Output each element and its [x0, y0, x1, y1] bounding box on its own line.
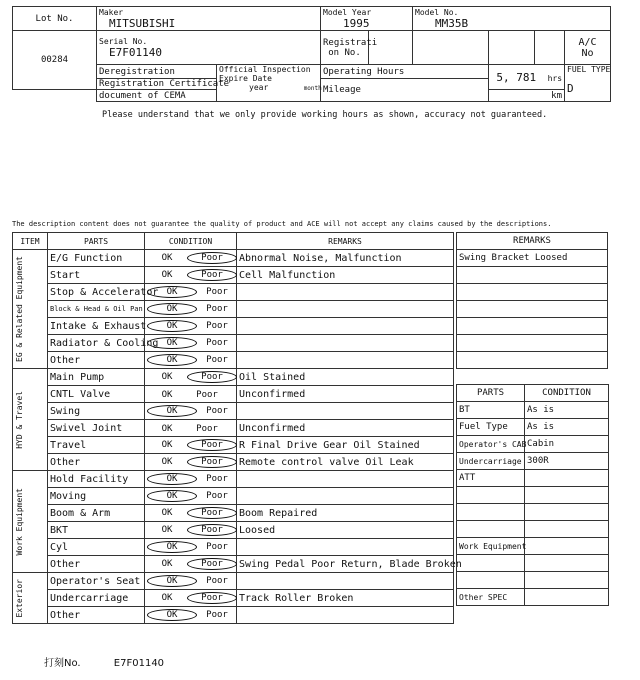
remark-cell [237, 607, 454, 624]
hours-value-cell: 5, 781 hrs [489, 65, 565, 90]
ok-mark: OK [161, 593, 173, 603]
condition-cell [145, 539, 237, 556]
parts-right-col-parts: PARTS [457, 385, 525, 402]
condition-cell [145, 318, 237, 335]
ok-mark: OK [147, 354, 197, 366]
condition-cell [145, 590, 237, 607]
parts-right-col-condition: CONDITION [525, 385, 609, 402]
remark-cell [237, 284, 454, 301]
parts-right-row [457, 504, 609, 521]
parts-right-part [457, 555, 525, 572]
remark-cell: Swing Pedal Poor Return, Blade Broken [237, 556, 454, 573]
inspection-cell: Official Inspection Expire Date year month [217, 65, 321, 102]
disclaimer: The description content does not guarantee the quality of product and ACE will not accept any claims caused by the descriptions. [12, 220, 552, 228]
parts-right-cond: As is [525, 419, 609, 436]
lot-spacer [13, 90, 97, 102]
poor-mark: Poor [196, 389, 218, 400]
reg-box-1 [369, 31, 413, 65]
part-name: Travel [48, 437, 145, 454]
km-cell: km [489, 90, 565, 102]
remark-cell: R Final Drive Gear Oil Stained [237, 437, 454, 454]
parts-right-row [457, 572, 609, 589]
part-name: Other [48, 454, 145, 471]
group-label [13, 471, 48, 573]
parts-right-cond [525, 487, 609, 504]
ok-mark: OK [161, 253, 173, 263]
poor-mark: Poor [187, 371, 237, 383]
remarks-right-row [457, 301, 608, 318]
serial-cell: Serial No. E7F01140 [97, 31, 321, 65]
ok-mark: OK [147, 473, 197, 485]
parts-right-cond [525, 572, 609, 589]
ok-mark: OK [161, 372, 173, 382]
part-name: Other [48, 352, 145, 369]
parts-right-row [457, 589, 609, 606]
parts-right-cond [525, 504, 609, 521]
condition-cell [145, 454, 237, 471]
parts-right-row [457, 436, 609, 453]
ok-mark: OK [161, 389, 173, 400]
condition-cell [145, 403, 237, 420]
table-row [13, 420, 454, 437]
registration-label: Registrati on No. [321, 31, 369, 65]
parts-right-row [457, 487, 609, 504]
ok-mark: OK [147, 609, 197, 621]
poor-mark: Poor [187, 252, 237, 264]
poor-mark: Poor [187, 507, 237, 519]
parts-right-cond: As is [525, 402, 609, 419]
parts-right-cond: 300R [525, 453, 609, 470]
parts-right-part: ATT [457, 470, 525, 487]
part-name: Other [48, 556, 145, 573]
condition-cell [145, 352, 237, 369]
poor-mark: Poor [206, 576, 228, 586]
table-row [13, 250, 454, 267]
remark-cell: Cell Malfunction [237, 267, 454, 284]
condition-cell [145, 369, 237, 386]
table-row [13, 573, 454, 590]
remark-cell: Track Roller Broken [237, 590, 454, 607]
parts-right-cond [525, 589, 609, 606]
condition-cell [145, 505, 237, 522]
parts-right-part [457, 504, 525, 521]
remark-cell: Loosed [237, 522, 454, 539]
table-row [13, 539, 454, 556]
part-name: CNTL Valve [48, 386, 145, 403]
col-item: ITEM [13, 233, 48, 250]
ok-mark: OK [161, 525, 173, 535]
group-label [13, 250, 48, 369]
table-row [13, 590, 454, 607]
table-row [13, 437, 454, 454]
dereg-label: Deregistration [97, 65, 217, 79]
remark-cell: Abnormal Noise, Malfunction [237, 250, 454, 267]
parts-right-part: BT [457, 402, 525, 419]
condition-cell [145, 250, 237, 267]
ok-mark: OK [161, 457, 173, 467]
poor-mark: Poor [206, 491, 228, 501]
footer-stamp [44, 654, 164, 669]
condition-cell [145, 420, 237, 437]
parts-right-part: Operator's CAB [457, 436, 525, 453]
col-condition: CONDITION [145, 233, 237, 250]
condition-cell [145, 573, 237, 590]
fuel-cell: FUEL TYPE D [565, 65, 611, 102]
poor-mark: Poor [206, 287, 228, 297]
condition-cell [145, 267, 237, 284]
parts-right-part: Fuel Type [457, 419, 525, 436]
parts-right-cond [525, 538, 609, 555]
poor-mark: Poor [206, 304, 228, 314]
remark-cell: Oil Stained [237, 369, 454, 386]
ok-mark: OK [161, 423, 173, 434]
part-name: Swivel Joint [48, 420, 145, 437]
remark-cell: Remote control valve Oil Leak [237, 454, 454, 471]
ac-cell: A/C No [565, 31, 611, 65]
poor-mark: Poor [187, 439, 237, 451]
table-row [13, 284, 454, 301]
remarks-right-block [456, 232, 608, 369]
remark-cell: Unconfirmed [237, 386, 454, 403]
poor-mark: Poor [206, 338, 228, 348]
part-name: Radiator & Cooling [48, 335, 145, 352]
part-name: Operator's Seat [48, 573, 145, 590]
parts-right-cond: Cabin [525, 436, 609, 453]
remark-cell [237, 539, 454, 556]
parts-right-block [456, 384, 609, 606]
model-no-cell: Model No. MM35B [413, 7, 611, 31]
poor-mark: Poor [187, 592, 237, 604]
ok-mark: OK [147, 490, 197, 502]
part-name: Stop & Accelerator [48, 284, 145, 301]
col-remarks: REMARKS [237, 233, 454, 250]
part-name: BKT [48, 522, 145, 539]
remark-cell [237, 403, 454, 420]
parts-right-part [457, 521, 525, 538]
ok-mark: OK [147, 337, 197, 349]
parts-right-row [457, 419, 609, 436]
table-row [13, 454, 454, 471]
condition-cell [145, 301, 237, 318]
table-row [13, 301, 454, 318]
footer-value: E7F01140 [113, 658, 165, 669]
condition-table [12, 232, 462, 624]
table-row [13, 556, 454, 573]
ok-mark: OK [161, 270, 173, 280]
table-row [13, 369, 454, 386]
part-name: Other [48, 607, 145, 624]
mileage-cell: Mileage [321, 79, 489, 102]
col-parts: PARTS [48, 233, 145, 250]
remark-cell [237, 488, 454, 505]
ok-mark: OK [147, 286, 197, 298]
condition-cell [145, 471, 237, 488]
group-label-text: HYD & Travel [15, 390, 24, 449]
ok-mark: OK [161, 508, 173, 518]
part-name: Swing [48, 403, 145, 420]
remarks-right-row [457, 318, 608, 335]
reg-box-4 [535, 31, 565, 65]
lot-label: Lot No. [13, 7, 97, 31]
parts-right-cond [525, 521, 609, 538]
ok-mark: OK [147, 303, 197, 315]
reg-cert-label: Registration Certificate [97, 79, 217, 90]
remark-cell: Unconfirmed [237, 420, 454, 437]
ok-mark: OK [147, 405, 197, 417]
condition-cell [145, 284, 237, 301]
poor-mark: Poor [206, 321, 228, 331]
poor-mark: Poor [206, 542, 228, 552]
poor-mark: Poor [206, 355, 228, 365]
ok-mark: OK [147, 541, 197, 553]
reg-box-3 [489, 31, 535, 65]
table-row [13, 471, 454, 488]
parts-right-row [457, 521, 609, 538]
table-row [13, 335, 454, 352]
condition-cell [145, 335, 237, 352]
cema-label: document of CEMA [97, 90, 217, 102]
footer-label: 打刻No. [44, 658, 81, 669]
remark-cell: Boom Repaired [237, 505, 454, 522]
table-row [13, 318, 454, 335]
parts-right-row [457, 470, 609, 487]
ok-mark: OK [147, 575, 197, 587]
parts-right-row [457, 453, 609, 470]
remark-cell [237, 335, 454, 352]
condition-cell [145, 556, 237, 573]
part-name: Hold Facility [48, 471, 145, 488]
table-row [13, 505, 454, 522]
ok-mark: OK [161, 559, 173, 569]
condition-cell [145, 488, 237, 505]
remarks-right-row [457, 352, 608, 369]
table-row [13, 488, 454, 505]
parts-right-row [457, 555, 609, 572]
header-block [12, 6, 611, 102]
table-row [13, 403, 454, 420]
table-row [13, 352, 454, 369]
condition-cell [145, 386, 237, 403]
maker-cell: Maker MITSUBISHI [97, 7, 321, 31]
parts-right-part [457, 487, 525, 504]
lot-value: 00284 [13, 31, 97, 90]
remark-cell [237, 573, 454, 590]
parts-right-part [457, 572, 525, 589]
part-name: Block & Head & Oil Pan [48, 301, 145, 318]
poor-mark: Poor [187, 524, 237, 536]
reg-box-2 [413, 31, 489, 65]
remarks-right-row [457, 335, 608, 352]
poor-mark: Poor [206, 610, 228, 620]
condition-cell [145, 522, 237, 539]
remark-cell [237, 471, 454, 488]
group-label [13, 573, 48, 624]
remark-cell [237, 301, 454, 318]
remarks-right-row [457, 284, 608, 301]
model-year-cell: Model Year 1995 [321, 7, 413, 31]
poor-mark: Poor [187, 269, 237, 281]
poor-mark: Poor [187, 456, 237, 468]
parts-right-part: Work Equipment [457, 538, 525, 555]
part-name: E/G Function [48, 250, 145, 267]
poor-mark: Poor [206, 406, 228, 416]
part-name: Intake & Exhaust [48, 318, 145, 335]
condition-cell [145, 437, 237, 454]
remark-cell [237, 318, 454, 335]
parts-right-part: Other SPEC [457, 589, 525, 606]
parts-right-cond [525, 555, 609, 572]
poor-mark: Poor [206, 474, 228, 484]
poor-mark: Poor [196, 423, 218, 434]
remarks-right-row: Swing Bracket Loosed [457, 250, 608, 267]
parts-right-row [457, 538, 609, 555]
part-name: Cyl [48, 539, 145, 556]
part-name: Start [48, 267, 145, 284]
group-label-text: Work Equipment [15, 487, 24, 556]
group-label-text: EG & Related Equipment [15, 256, 24, 362]
part-name: Undercarriage [48, 590, 145, 607]
remark-cell [237, 352, 454, 369]
part-name: Main Pump [48, 369, 145, 386]
parts-right-part: Undercarriage [457, 453, 525, 470]
ok-mark: OK [161, 440, 173, 450]
table-row [13, 607, 454, 624]
part-name: Boom & Arm [48, 505, 145, 522]
remarks-right-title: REMARKS [457, 233, 608, 250]
poor-mark: Poor [187, 558, 237, 570]
op-hours-cell: Operating Hours [321, 65, 489, 79]
group-label [13, 369, 48, 471]
group-label-text: Exterior [15, 578, 24, 618]
part-name: Moving [48, 488, 145, 505]
hours-note: Please understand that we only provide working hours as shown, accuracy not guaranteed. [102, 110, 548, 120]
table-row [13, 522, 454, 539]
parts-right-cond [525, 470, 609, 487]
table-row [13, 386, 454, 403]
table-row [13, 267, 454, 284]
ok-mark: OK [147, 320, 197, 332]
parts-right-row [457, 402, 609, 419]
condition-cell [145, 607, 237, 624]
remarks-right-row [457, 267, 608, 284]
